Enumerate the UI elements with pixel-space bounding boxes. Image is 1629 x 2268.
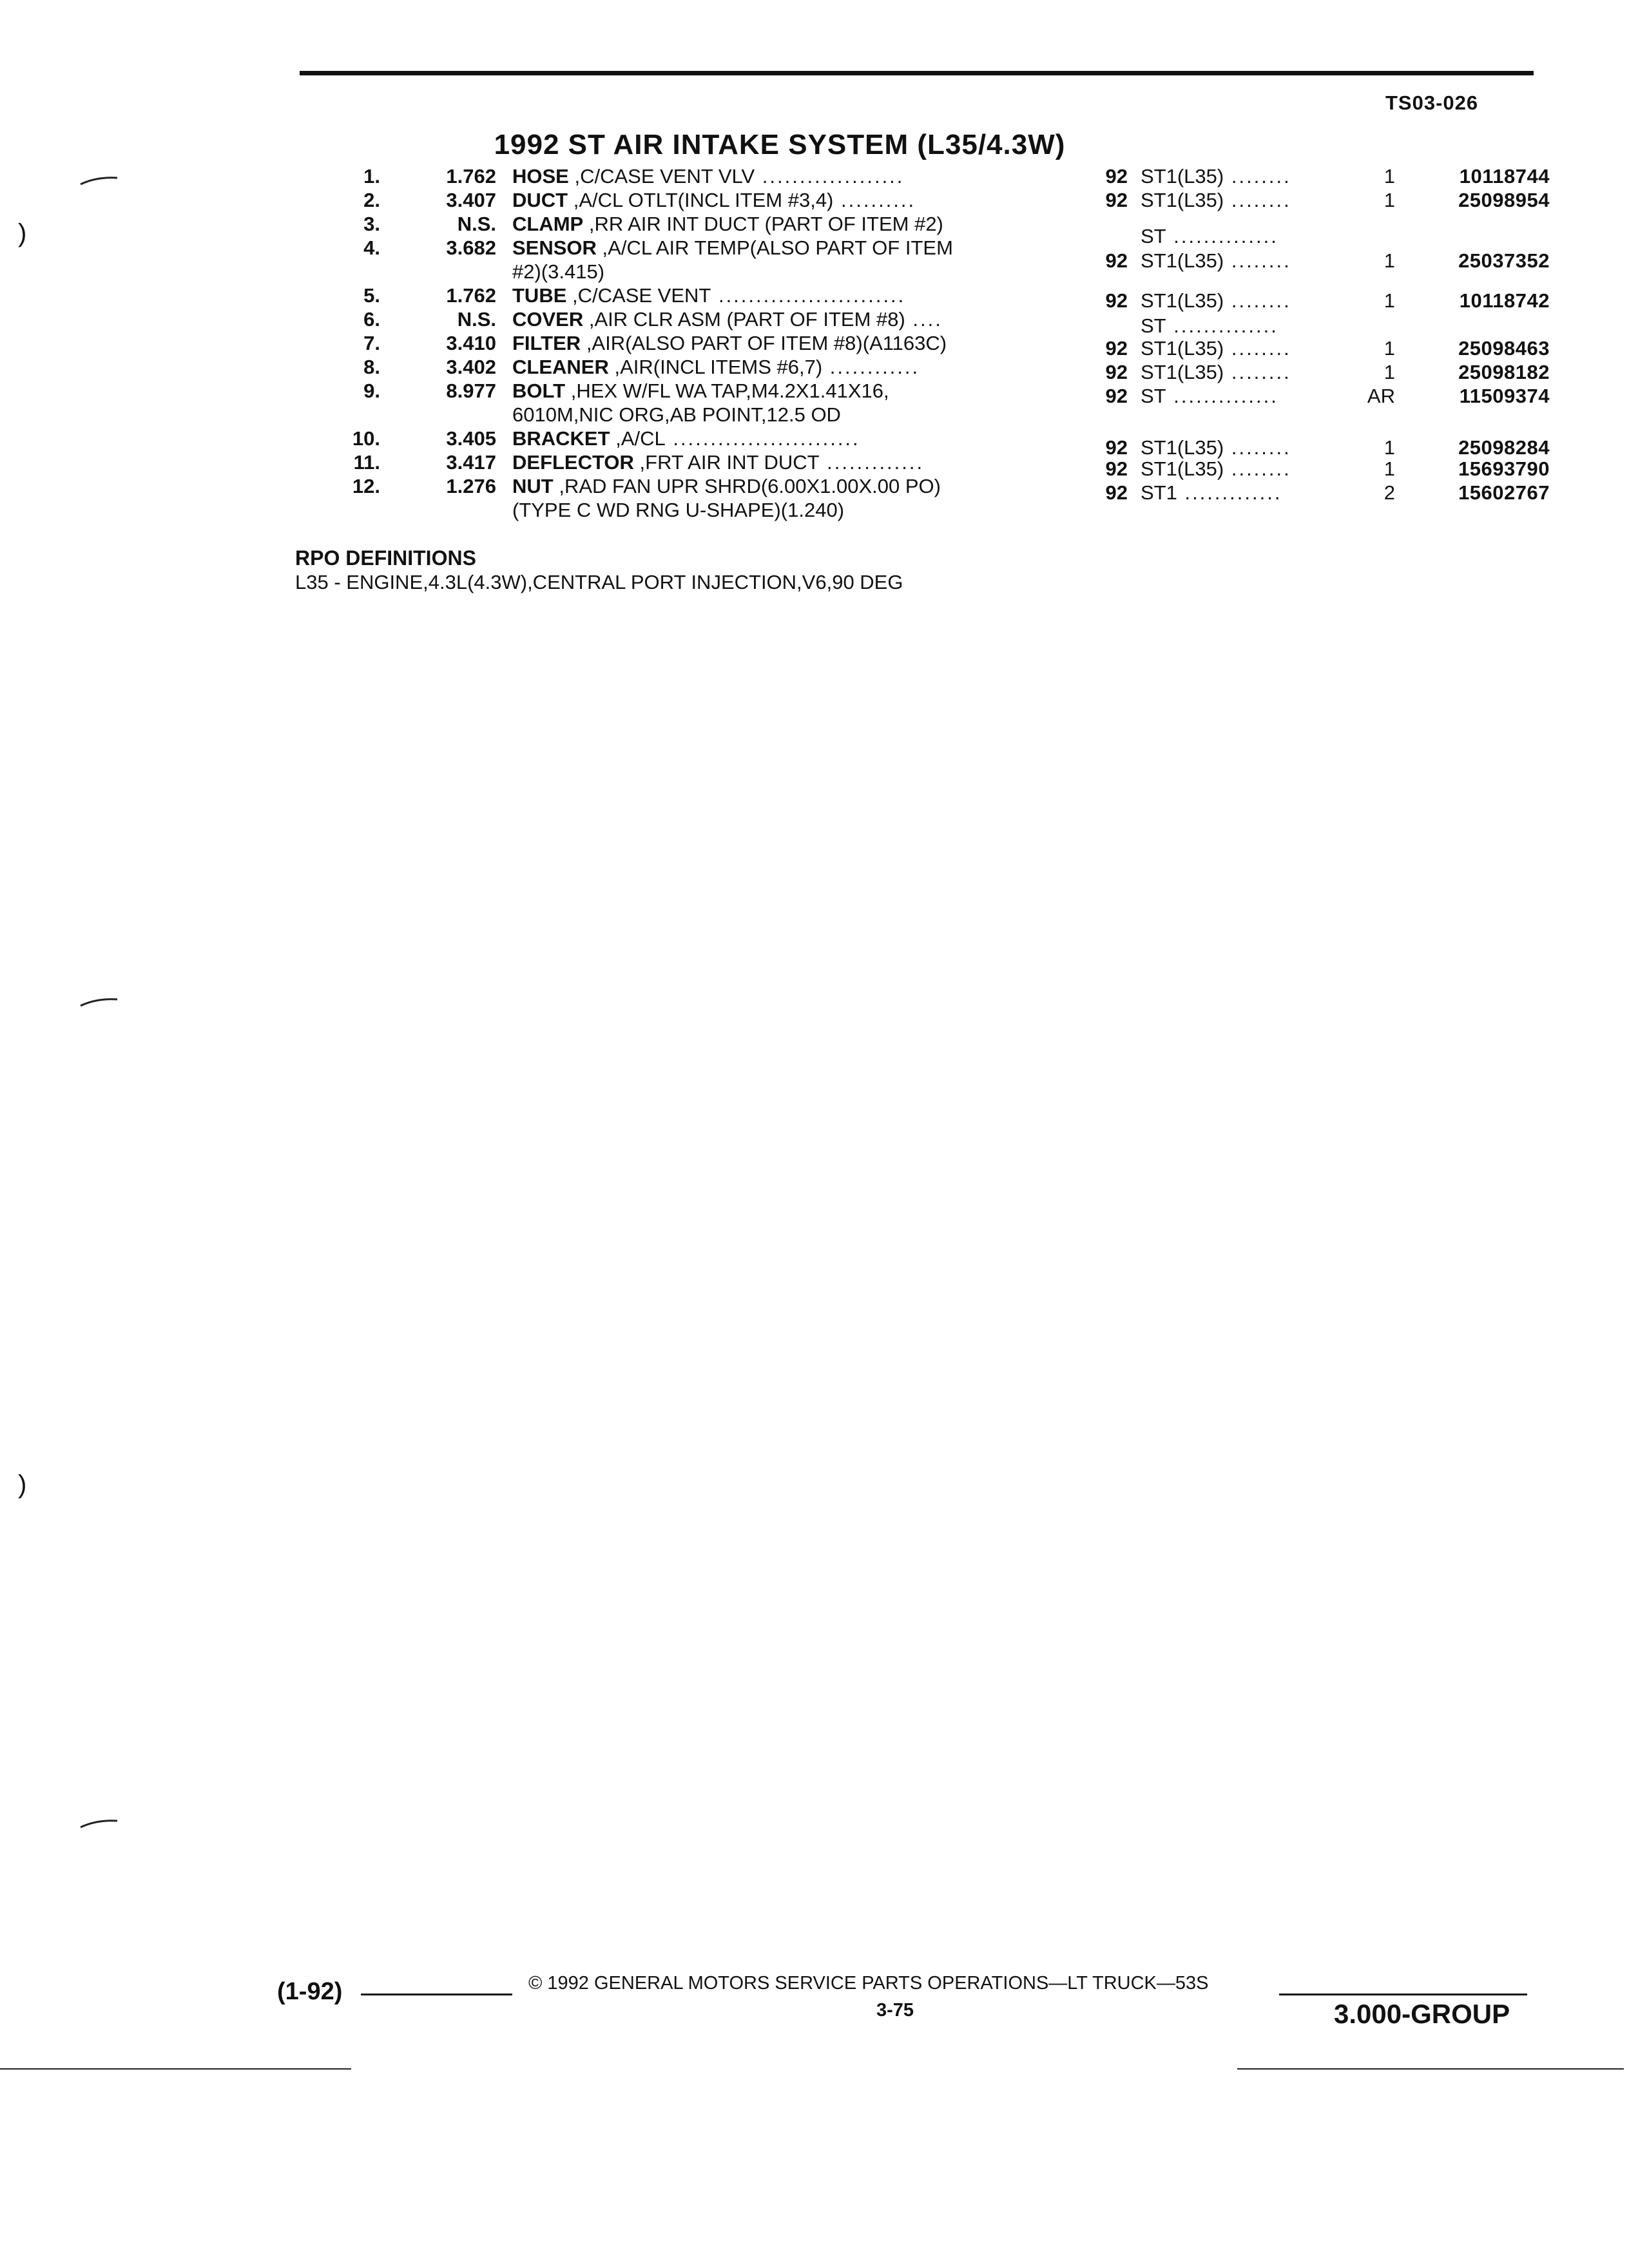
group-number: 1.276 (446, 475, 496, 497)
model-leader: ........ (1224, 457, 1291, 480)
part-detail: ,AIR(ALSO PART OF ITEM #8)(A1163C) (586, 332, 947, 354)
top-rule (300, 71, 1534, 75)
desc-leader: ......................... (711, 284, 906, 307)
desc-leader: ............. (819, 451, 925, 474)
part-detail: ,RAD FAN UPR SHRD(6.00X1.00X.00 PO) (559, 475, 941, 497)
group-number: 3.682 (446, 236, 496, 259)
quantity: 1 (1383, 436, 1395, 459)
model-code (1141, 249, 1334, 273)
desc-leader: ................... (755, 165, 905, 187)
model-leader: ........ (1224, 289, 1291, 312)
part-row (300, 236, 1550, 284)
hole-punch-mark (77, 174, 122, 187)
part-name: DEFLECTOR (512, 451, 634, 474)
part-row (300, 331, 1550, 360)
part-name: TUBE (512, 284, 567, 307)
rpo-heading: RPO DEFINITIONS (295, 546, 476, 570)
part-detail-continued: (TYPE C WD RNG U-SHAPE)(1.240) (512, 499, 845, 521)
part-detail: ,RR AIR INT DUCT (PART OF ITEM #2) (588, 213, 943, 235)
part-number: 25037352 (1458, 249, 1550, 272)
desc-leader: .... (905, 308, 943, 331)
quantity: 1 (1383, 337, 1395, 360)
model-year: 92 (1105, 249, 1128, 272)
part-detail-continued: #2)(3.415) (512, 260, 605, 283)
part-row (300, 164, 1550, 188)
bottom-rule-left (0, 2068, 351, 2070)
hole-punch-mark (77, 1817, 122, 1830)
part-row (300, 212, 1550, 247)
part-number: 25098182 (1458, 361, 1550, 383)
item-number: 6. (363, 308, 380, 331)
rpo-definition: L35 - ENGINE,4.3L(4.3W),CENTRAL PORT INJECTION,V6,90 DEG (295, 571, 903, 593)
group-number: 1.762 (446, 284, 496, 307)
model-leader: .............. (1166, 314, 1278, 337)
item-number: 4. (363, 236, 380, 259)
model-leader: ........ (1224, 337, 1291, 360)
margin-mark: ) (18, 1470, 27, 1499)
model-leader: ........ (1224, 165, 1291, 187)
quantity: 1 (1383, 289, 1395, 312)
model-year: 92 (1105, 337, 1128, 360)
part-detail: ,AIR CLR ASM (PART OF ITEM #8) (588, 308, 905, 331)
part-name: CLAMP (512, 213, 584, 235)
copyright-notice: © 1992 GENERAL MOTORS SERVICE PARTS OPERATIONS—LT TRUCK—53S (528, 1973, 1209, 1994)
model-leader: .............. (1166, 225, 1278, 247)
part-name: SENSOR (512, 236, 597, 259)
part-row (300, 379, 1550, 427)
part-row (300, 474, 1550, 522)
part-name: HOSE (512, 165, 569, 187)
model-leader: ............. (1177, 481, 1282, 504)
model-code (1141, 384, 1334, 408)
item-number: 9. (363, 380, 380, 402)
part-detail: ,A/CL AIR TEMP(ALSO PART OF ITEM (602, 236, 953, 259)
item-number: 10. (352, 427, 380, 450)
model-code-text: ST1(L35) (1141, 361, 1224, 383)
footer-rule-right (1279, 1994, 1527, 1995)
part-number: 10118742 (1459, 289, 1550, 312)
model-code (1141, 481, 1334, 505)
item-number: 12. (352, 475, 380, 497)
part-number: 25098463 (1458, 337, 1550, 360)
part-detail: ,AIR(INCL ITEMS #6,7) (614, 356, 823, 378)
part-number: 25098954 (1458, 189, 1550, 211)
model-leader: ........ (1224, 189, 1291, 211)
item-number: 8. (363, 356, 380, 378)
part-name: BOLT (512, 380, 566, 402)
part-name: DUCT (512, 189, 568, 211)
quantity: 1 (1383, 165, 1395, 187)
group-number: 3.407 (446, 189, 496, 211)
model-code-text: ST1(L35) (1141, 436, 1224, 459)
part-detail: ,FRT AIR INT DUCT (639, 451, 820, 474)
model-code-text: ST (1141, 314, 1166, 337)
part-name: FILTER (512, 332, 581, 354)
hole-punch-mark (77, 995, 122, 1008)
item-number: 3. (363, 213, 380, 235)
group-number: 1.762 (446, 165, 496, 187)
model-code-text: ST1 (1141, 481, 1177, 504)
model-year: 92 (1105, 189, 1128, 211)
part-detail-continued: 6010M,NIC ORG,AB POINT,12.5 OD (512, 403, 841, 426)
part-detail: ,A/CL OTLT(INCL ITEM #3,4) (573, 189, 834, 211)
item-number: 1. (363, 165, 380, 187)
desc-leader: ............ (822, 356, 920, 378)
model-year: 92 (1105, 481, 1128, 504)
revision-date: (1-92) (277, 1978, 343, 2005)
model-code-text: ST1(L35) (1141, 457, 1224, 480)
part-detail: ,C/CASE VENT VLV (574, 165, 755, 187)
model-year: 92 (1105, 289, 1128, 312)
part-number: 15602767 (1458, 481, 1550, 504)
group-number: 3.402 (446, 356, 496, 378)
part-detail: ,A/CL (615, 427, 666, 450)
part-number: 25098284 (1458, 436, 1550, 459)
part-number: 10118744 (1459, 165, 1550, 187)
part-row (300, 450, 1550, 480)
model-code-text: ST (1141, 385, 1166, 407)
footer-rule-left (361, 1994, 512, 1995)
model-code-text: ST (1141, 225, 1166, 247)
part-name: CLEANER (512, 356, 609, 378)
model-code (1141, 164, 1334, 188)
margin-mark: ) (18, 219, 27, 247)
part-row (300, 307, 1550, 337)
model-year: 92 (1105, 436, 1128, 459)
part-row (300, 355, 1550, 383)
part-detail: ,HEX W/FL WA TAP,M4.2X1.41X16, (570, 380, 889, 402)
model-code-text: ST1(L35) (1141, 337, 1224, 360)
item-number: 5. (363, 284, 380, 307)
group-number: 8.977 (446, 380, 496, 402)
model-leader: .............. (1166, 385, 1278, 407)
part-row (300, 188, 1550, 212)
quantity: 1 (1383, 361, 1395, 383)
page-number: 3-75 (876, 2000, 914, 2021)
model-code-text: ST1(L35) (1141, 165, 1224, 187)
part-name: BRACKET (512, 427, 610, 450)
part-number: 15693790 (1458, 457, 1550, 480)
group-number: 3.405 (446, 427, 496, 450)
quantity: 1 (1383, 457, 1395, 480)
quantity: AR (1367, 385, 1395, 407)
part-detail: ,C/CASE VENT (572, 284, 711, 307)
model-year: 92 (1105, 457, 1128, 480)
item-number: 11. (353, 451, 380, 474)
desc-leader: ......................... (665, 427, 860, 450)
part-row (300, 427, 1550, 459)
model-year: 92 (1105, 361, 1128, 383)
group-number: 3.410 (446, 332, 496, 354)
bottom-rule-right (1237, 2068, 1624, 2070)
model-code-text: ST1(L35) (1141, 289, 1224, 312)
model-code-text: ST1(L35) (1141, 189, 1224, 211)
parts-list (300, 164, 1550, 522)
group-number: N.S. (457, 308, 496, 331)
part-name: COVER (512, 308, 584, 331)
part-row (300, 284, 1550, 312)
model-leader: ........ (1224, 249, 1291, 272)
item-number: 2. (363, 189, 380, 211)
model-code-text: ST1(L35) (1141, 249, 1224, 272)
model-leader: ........ (1224, 361, 1291, 383)
model-leader: ........ (1224, 436, 1291, 459)
group-label: 3.000-GROUP (1334, 1999, 1510, 2029)
quantity: 1 (1383, 249, 1395, 272)
part-name: NUT (512, 475, 554, 497)
page-title: 1992 ST AIR INTAKE SYSTEM (L35/4.3W) (494, 129, 1066, 160)
document-code: TS03-026 (1385, 91, 1479, 114)
quantity: 1 (1383, 189, 1395, 211)
model-year: 92 (1105, 165, 1128, 187)
part-number: 11509374 (1459, 385, 1550, 407)
desc-leader: .......... (833, 189, 916, 211)
model-year: 92 (1105, 385, 1128, 407)
group-number: 3.417 (446, 451, 496, 474)
item-number: 7. (363, 332, 380, 354)
model-code (1141, 188, 1334, 212)
quantity: 2 (1383, 481, 1395, 504)
group-number: N.S. (457, 213, 496, 235)
